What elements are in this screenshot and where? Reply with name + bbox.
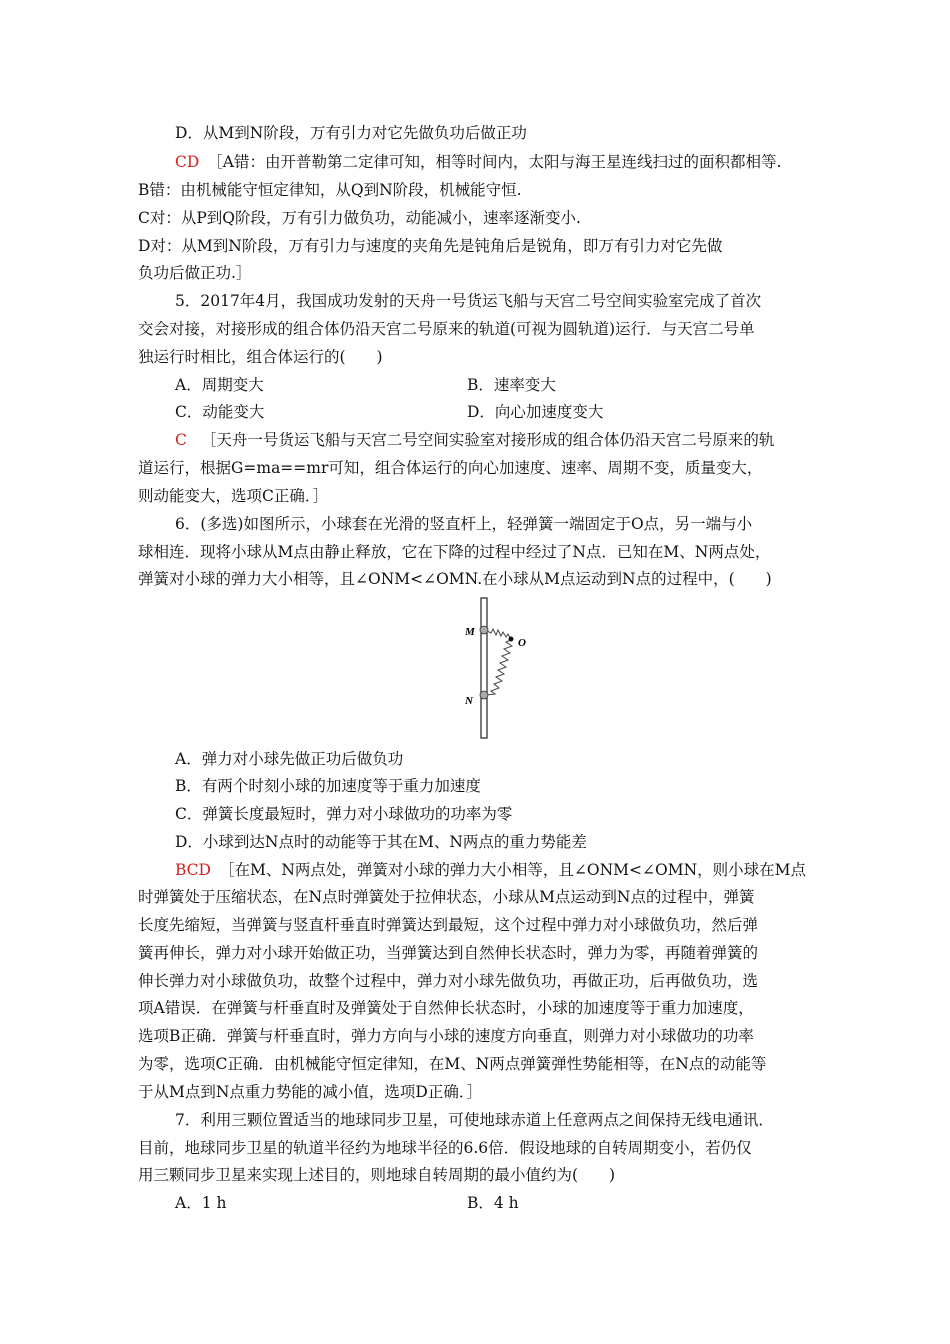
ball-at-n xyxy=(480,691,488,699)
q6-option-c: C．弹簧长度最短时，弹力对小球做功的功率为零 xyxy=(175,805,513,823)
q7-option-a: A．1 h xyxy=(175,1194,227,1212)
label-n: N xyxy=(465,695,473,707)
q6-explanation-line-8: 为零，选项C正确．由机械能守恒定律知，在M、N两点弹簧弹性势能相等，在N点的动能等 xyxy=(138,1055,767,1073)
spring-upper xyxy=(487,629,511,640)
q5-option-c: C．动能变大 xyxy=(175,403,265,421)
q6-stem-line-1: 6．(多选)如图所示，小球套在光滑的竖直杆上，轻弹簧一端固定于O点，另一端与小 xyxy=(175,515,753,533)
q6-explanation-line-3: 长度先缩短，当弹簧与竖直杆垂直时弹簧达到最短，这个过程中弹力对小球做负功，然后弹 xyxy=(138,916,759,934)
ball-at-m xyxy=(480,626,488,634)
q6-explanation-line-4: 簧再伸长，弹力对小球开始做正功，当弹簧达到自然伸长状态时，弹力为零，再随着弹簧的 xyxy=(138,944,759,962)
q5-option-a: A．周期变大 xyxy=(175,376,264,394)
q6-stem-line-2: 球相连．现将小球从M点由静止释放，它在下降的过程中经过了N点．已知在M、N两点处， xyxy=(138,543,771,561)
q6-answer: BCD xyxy=(175,861,211,879)
fixed-point-o xyxy=(509,637,514,642)
q4-explanation-line-1: CD ［A错：由开普勒第二定律可知，相等时间内，太阳与海王星连线扫过的面积都相等. xyxy=(175,153,782,171)
q6-explanation-line-7: 选项B正确．弹簧与杆垂直时，弹力方向与小球的速度方向垂直，则弹力对小球做功的功率 xyxy=(138,1027,754,1045)
q4-answer: CD xyxy=(175,153,200,171)
q7-stem-line-1: 7．利用三颗位置适当的地球同步卫星，可使地球赤道上任意两点之间保持无线电通讯． xyxy=(175,1111,774,1129)
q6-option-a: A．弹力对小球先做正功后做负功 xyxy=(175,750,404,768)
q5-explanation-line-1: C ［天舟一号货运飞船与天宫二号空间实验室对接形成的组合体仍沿天宫二号原来的轨 xyxy=(175,431,775,449)
vertical-rod xyxy=(481,598,487,738)
q5-explanation-line-3: 则动能变大，选项C正确．］ xyxy=(138,487,329,505)
q4-explanation-line-4: D对：从M到N阶段，万有引力与速度的夹角先是钝角后是锐角，即万有引力对它先做 xyxy=(138,237,723,255)
q6-option-b: B．有两个时刻小球的加速度等于重力加速度 xyxy=(175,777,481,795)
q6-explanation-line-5: 伸长弹力对小球做负功，故整个过程中，弹力对小球先做负功，再做正功，后再做负功，选 xyxy=(138,972,759,990)
label-o: O xyxy=(518,637,526,649)
q6-option-d: D．小球到达N点时的动能等于其在M、N两点的重力势能差 xyxy=(175,833,587,851)
label-m: M xyxy=(465,626,475,638)
q4-explanation-line-5: 负功后做正功.］ xyxy=(138,264,252,282)
q5-answer: C xyxy=(175,431,187,449)
q4-explanation-line-2: B错：由机械能守恒定律知，从Q到N阶段，机械能守恒. xyxy=(138,181,522,199)
rod-spring-figure xyxy=(455,596,535,740)
q6-explanation-line-9: 于从M点到N点重力势能的减小值，选项D正确．］ xyxy=(138,1083,483,1101)
q5-stem-line-3: 独运行时相比，组合体运行的( ) xyxy=(138,348,383,366)
q7-option-b: B．4 h xyxy=(467,1194,519,1212)
q6-explanation-line-1: BCD ［在M、N两点处，弹簧对小球的弹力大小相等，且∠ONM<∠OMN，则小球在M点 xyxy=(175,861,807,879)
q6-explanation-line-6: 项A错误．在弹簧与杆垂直时及弹簧处于自然伸长状态时，小球的加速度等于重力加速度， xyxy=(138,999,754,1017)
spring-lower xyxy=(486,640,512,695)
q7-stem-line-2: 目前，地球同步卫星的轨道半径约为地球半径的6.6倍．假设地球的自转周期变小，若仍仅 xyxy=(138,1139,752,1157)
q7-stem-line-3: 用三颗同步卫星来实现上述目的，则地球自转周期的最小值约为( ) xyxy=(138,1166,616,1184)
q4-option-d: D．从M到N阶段，万有引力对它先做负功后做正功 xyxy=(175,124,527,142)
q6-explanation-line-2: 时弹簧处于压缩状态，在N点时弹簧处于拉伸状态，小球从M点运动到N点的过程中，弹簧 xyxy=(138,888,755,906)
q5-option-d: D．向心加速度变大 xyxy=(467,403,604,421)
q4-explanation-line-3: C对：从P到Q阶段，万有引力做负功，动能减小，速率逐渐变小. xyxy=(138,209,581,227)
q5-stem-line-1: 5．2017年4月，我国成功发射的天舟一号货运飞船与天宫二号空间实验室完成了首次 xyxy=(175,292,762,310)
q5-stem-line-2: 交会对接，对接形成的组合体仍沿天宫二号原来的轨道(可视为圆轨道)运行．与天宫二号单 xyxy=(138,320,755,338)
q5-explanation-line-2: 道运行，根据G=ma==mr可知，组合体运行的向心加速度、速率、周期不变，质量变大， xyxy=(138,459,763,477)
q6-stem-line-3: 弹簧对小球的弹力大小相等，且∠ONM<∠OMN.在小球从M点运动到N点的过程中，( ) xyxy=(138,570,772,588)
q5-option-b: B．速率变大 xyxy=(467,376,556,394)
